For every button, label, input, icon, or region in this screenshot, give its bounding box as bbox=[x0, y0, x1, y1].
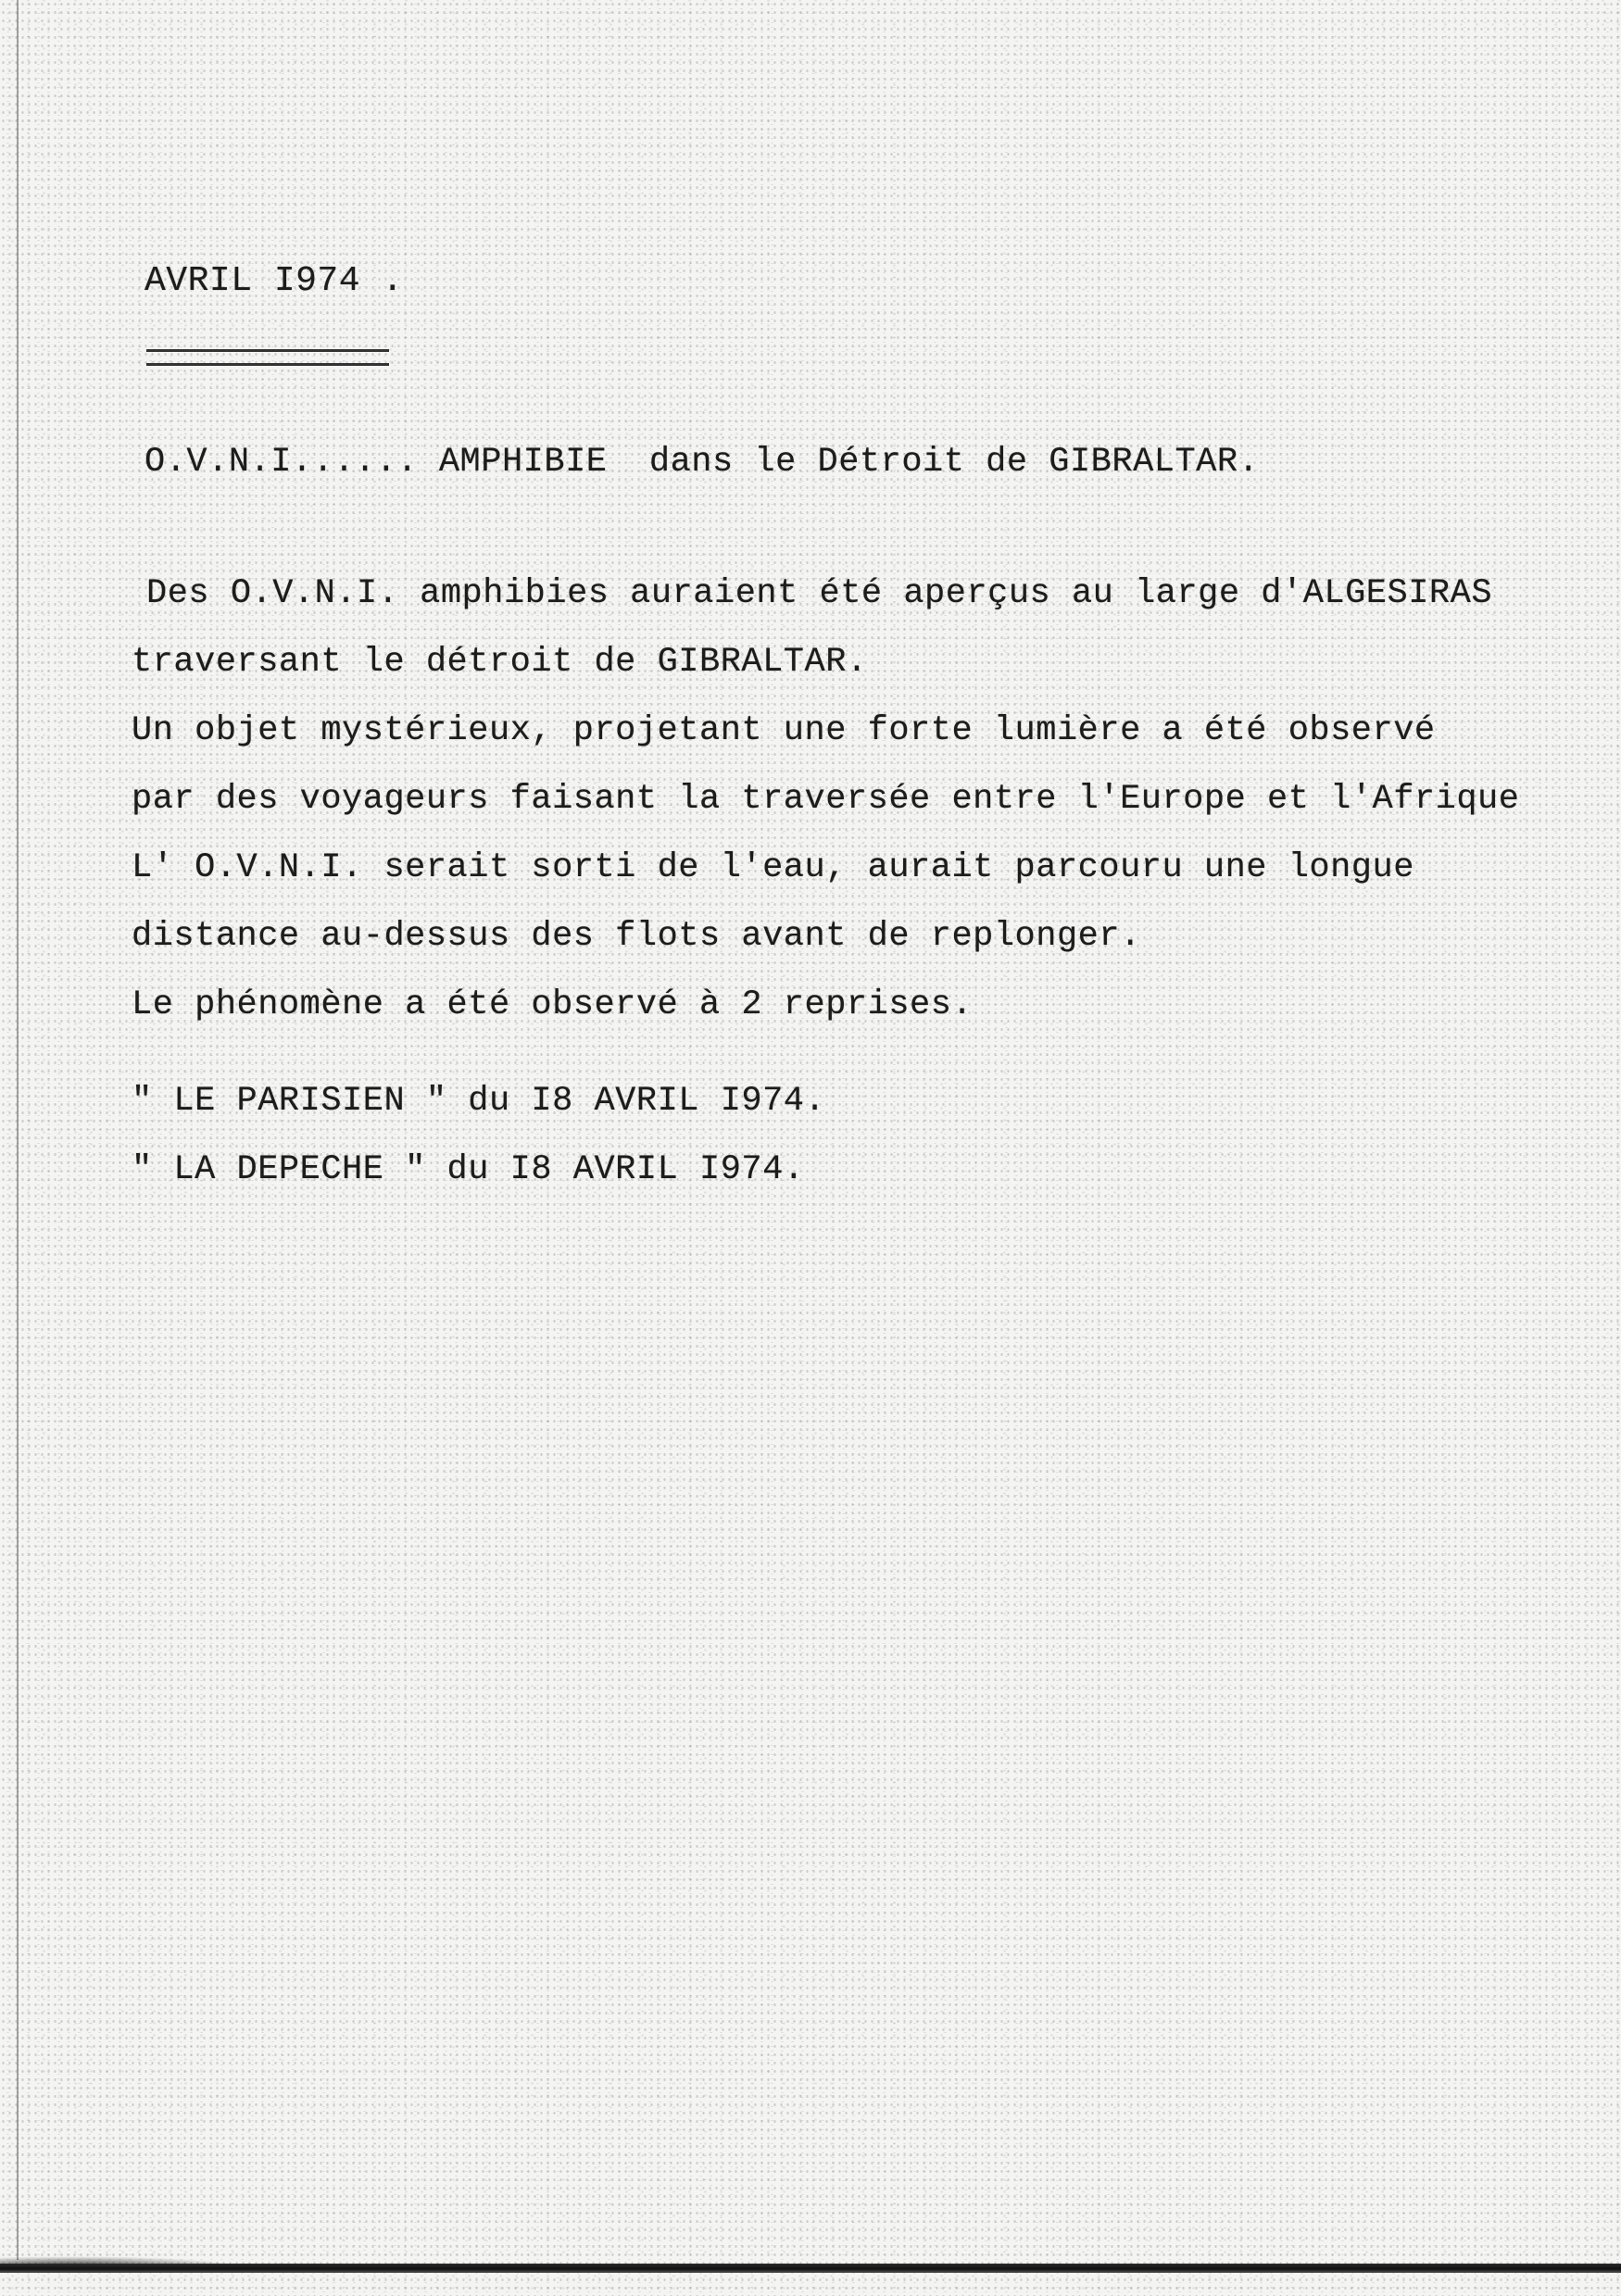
body-line: Un objet mystérieux, projetant une forte lumière a été observé bbox=[132, 711, 1436, 750]
body-line: Le phénomène a été observé à 2 reprises. bbox=[132, 985, 974, 1024]
body-line: Des O.V.N.I. amphibies auraient été aperçus au large d'ALGESIRAS bbox=[146, 574, 1493, 613]
body-line: L' O.V.N.I. serait sorti de l'eau, aurait parcouru une longue bbox=[132, 848, 1414, 887]
page-bottom-edge bbox=[0, 2264, 1621, 2273]
body-line: par des voyageurs faisant la traversée entre l'Europe et l'Afrique bbox=[132, 780, 1520, 819]
article-title: O.V.N.I...... AMPHIBIE dans le Détroit de GIBRALTAR. bbox=[145, 443, 1260, 482]
page-left-edge bbox=[17, 0, 19, 2260]
date-heading-underline bbox=[146, 349, 389, 366]
date-heading: AVRIL I974 . bbox=[145, 261, 404, 301]
body-line: distance au-dessus des flots avant de replonger. bbox=[132, 917, 1141, 956]
source-citation: " LE PARISIEN " du I8 AVRIL I974. bbox=[132, 1082, 826, 1121]
source-citation: " LA DEPECHE " du I8 AVRIL I974. bbox=[132, 1150, 805, 1189]
body-line: traversant le détroit de GIBRALTAR. bbox=[132, 643, 868, 682]
